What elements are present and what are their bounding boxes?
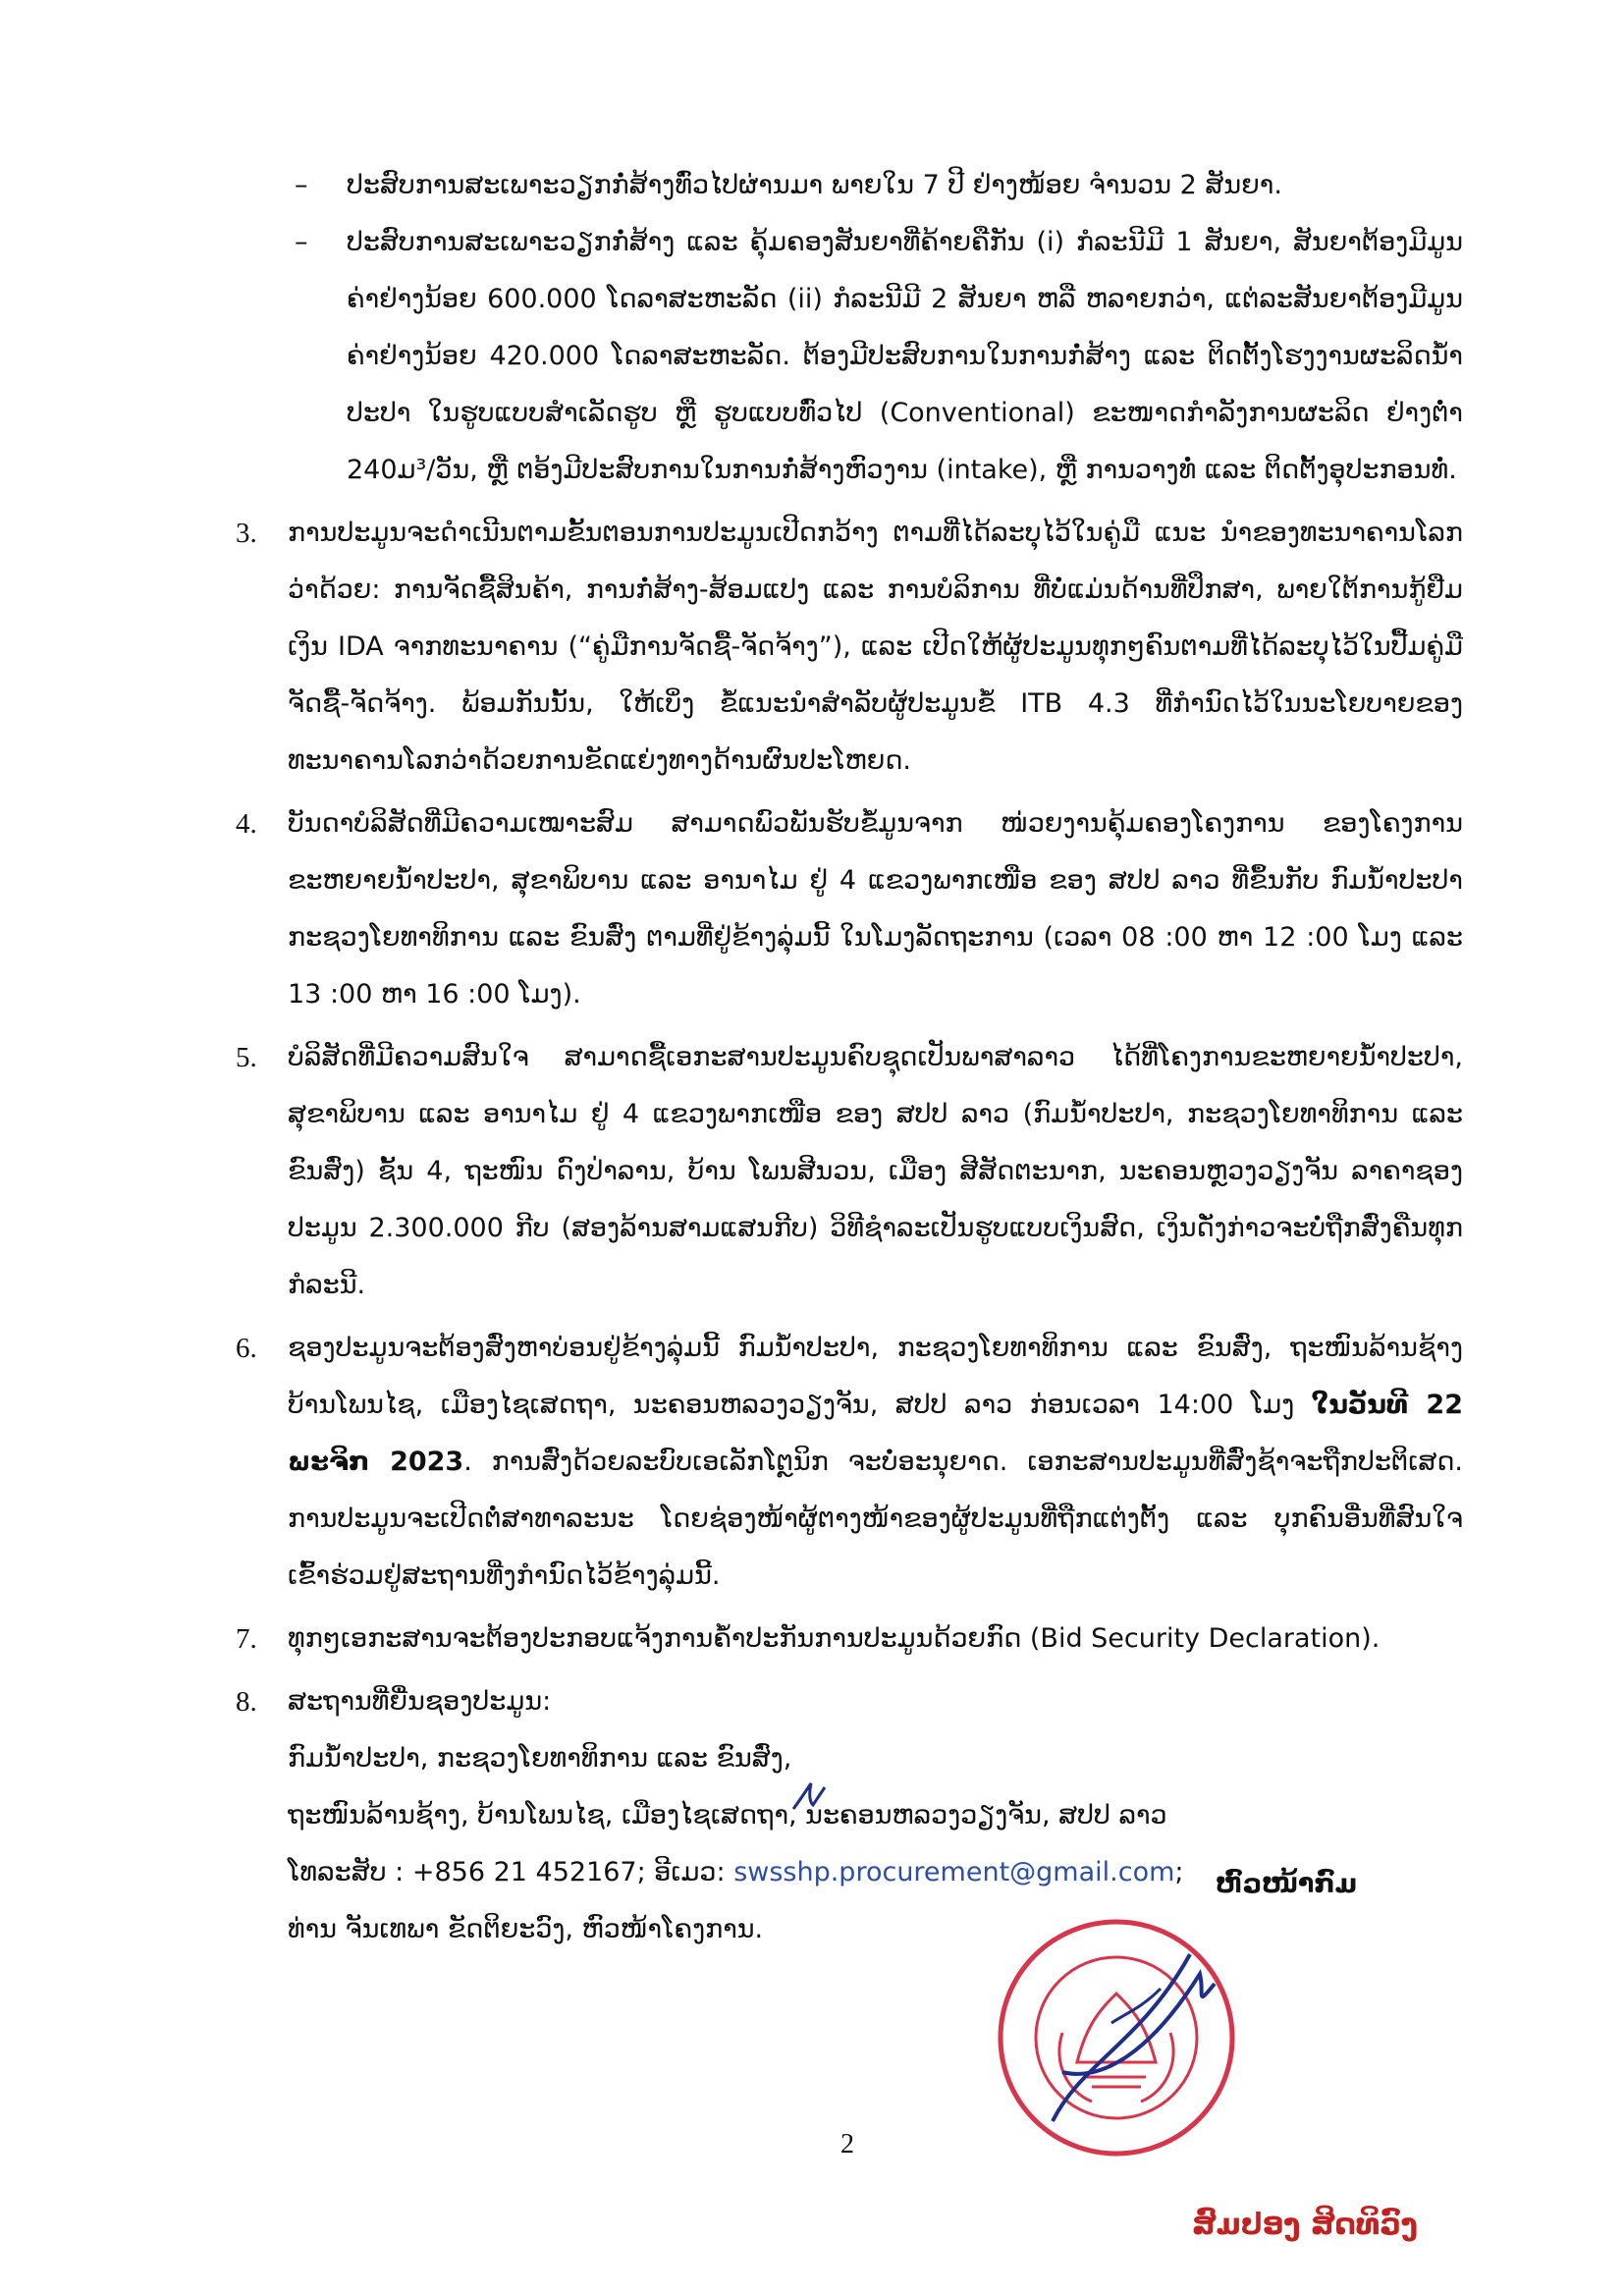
dash-bullet: – bbox=[295, 227, 308, 257]
item-text: ບໍລິສັດທີ່ມີຄວາມສົນໃຈ ສາມາດຊື້ເອກະສານປະມູນຄົບຊຸດເປັນພາສາລາວ ໄດ້ທີ່ໂຄງການຂະຫຍາຍນ້ຳປະປາ, ສຸຂາພິບານ ແລະ ອານາໄມ ຢູ່ 4 ແຂວງພາກເໜືອ ຂອງ ສປປ ລາວ (ກົມນ້ຳປະປາ, ກະຊວງໂຍທາທິການ ແລະ ຂົນສົ່ງ) ຊັ້ນ 4, ຖະໜົນ ດົງປ່າລານ, ບ້ານ ໂພນສີນວນ, ເມືອງ ສີສັດຕະນາກ, ນະຄອນຫຼວງວຽງຈັນ ລາຄາຊອງປະມູນ 2.300.000 ກີບ (ສອງລ້ານສາມແສນກີບ) ວິທີຊຳລະເປັນຮູບແບບເງິນສົດ, ເງິນດັ່ງກ່າວຈະບໍ່ຖືກສົ່ງຄືນທຸກກໍລະນີ. bbox=[288, 1042, 1463, 1300]
numbered-item-7 bbox=[236, 1611, 1463, 1667]
phone-label: ໂທລະສັບ : bbox=[288, 1857, 412, 1887]
address-line-2: ຖະໜົນລ້ານຊ້າງ, ບ້ານໂພນໄຊ, ເມືອງໄຊເສດຖາ, ນະຄອນຫລວງວຽງຈັນ, ສປປ ລາວ bbox=[288, 1800, 1167, 1831]
numbered-item-8 bbox=[236, 1673, 1463, 1958]
requirement-text: ປະສົບການສະເພາະວຽກກໍ່ສ້າງທົ່ວໄປຜ່ານມາ ພາຍໃນ 7 ປີ ຢ່າງໜ້ອຍ ຈຳນວນ 2 ສັນຍາ. bbox=[347, 170, 1282, 200]
numbered-item-6 bbox=[236, 1320, 1463, 1605]
item-number: 4. bbox=[236, 808, 257, 840]
contact-person: ທ່ານ ຈັນເທພາ ຂັດຕິຍະວົງ, ຫົວໜ້າໂຄງການ. bbox=[288, 1914, 764, 1944]
item-text: ສະຖານທີ່ຍື່ນຊອງປະມູນ: bbox=[288, 1686, 552, 1717]
item-number: 6. bbox=[236, 1333, 257, 1364]
numbered-item-3 bbox=[236, 505, 1463, 790]
initial-mark-icon bbox=[789, 1779, 829, 1815]
item-text-continued: . ການສົ່ງດ້ວຍລະບົບເອເລັກໂຕຼນິກ ຈະບໍ່ອະນຸຍາດ. ເອກະສານປະມູນທີ່ສົ່ງຊ້າຈະຖືກປະຕິເສດ. ການປະມູນຈະເປີດຕໍ່ສາທາລະນະ ໂດຍຊ່ອງໜ້າຜູ້ຕາງໜ້າຂອງຜູ້ປະມູນທີ່ຖືກແຕ່ງຕັ້ງ ແລະ ບຸກຄົນອື່ນທີ່ສົນໃຈເຂົ້າຮ່ວມຢູ່ສະຖານທີ່ງກຳນົດໄວ້ຂ້າງລຸ່ມນີ້. bbox=[288, 1447, 1463, 1591]
signatory-name: ສົມປອງ ສິດທິວົງ bbox=[1192, 2208, 1418, 2242]
item-number: 3. bbox=[236, 518, 257, 549]
item-text: ບັນດາບໍລິສັດທີ່ມີຄວາມເໝາະສົມ ສາມາດພົວພັນຮັບຂໍ້ມູນຈາກ ໜ່ວຍງານຄຸ້ມຄອງໂຄງການ ຂອງໂຄງການຂະຫຍາຍນ້ຳປະປາ, ສຸຂາພິບານ ແລະ ອານາໄມ ຢູ່ 4 ແຂວງພາກເໜືອ ຂອງ ສປປ ລາວ ທີ່ຂຶ້ນກັບ ກົມນ້ຳປະປາ ກະຊວງໂຍທາທິການ ແລະ ຂົນສົ່ງ ຕາມທີ່ຢູ່ຂ້າງລຸ່ມນີ້ ໃນໂມງລັດຖະການ (ເວລາ 08 :00 ຫາ 12 :00 ໂມງ ແລະ 13 :00 ຫາ 16 :00 ໂມງ). bbox=[288, 808, 1463, 1010]
official-seal-icon bbox=[994, 1915, 1239, 2160]
email-link[interactable]: swsshp.procurement@gmail.com bbox=[733, 1857, 1175, 1887]
numbered-item-5 bbox=[236, 1029, 1463, 1314]
numbered-item-4 bbox=[236, 795, 1463, 1023]
dash-bullet: – bbox=[295, 170, 308, 200]
email-end: ; bbox=[1174, 1857, 1184, 1887]
signatory-title: ຫົວໜ້າກົມ bbox=[1216, 1869, 1358, 1899]
deadline-date: ໃນວັນທີ 22 ພະຈິກ 2023 bbox=[288, 1390, 1463, 1477]
item-text: ການປະມູນຈະດຳເນີນຕາມຂັ້ນຕອນການປະມູນເປີດກວ້າງ ຕາມທີ່ໄດ້ລະບຸໄວ້ໃນຄູ່ມື ແນະ ນຳຂອງທະນາຄານໂລກວ່າດ້ວຍ: ການຈັດຊື້ສິນຄ້າ, ການກໍ່ສ້າງ-ສ້ອມແປງ ແລະ ການບໍລິການ ທີ່ບໍ່ແມ່ນດ້ານທີ່ປຶກສາ, ພາຍໃຕ້ການກູ້ຢືມເງິນ IDA ຈາກທະນາຄານ (“ຄູ່ມືການຈັດຊື້-ຈັດຈ້າງ”), ແລະ ເປີດໃຫ້ຜູ້ປະມູນທຸກໆຄົນຕາມທີ່ໄດ້ລະບຸໄວ້ໃນປື້ມຄູ່ມືຈັດຊື້-ຈັດຈ້າງ. ພ້ອມກັນນັ້ນ, ໃຫ້ເບິ່ງ ຂໍ້ແນະນຳສຳລັບຜູ້ປະມູນຂໍ້ ITB 4.3 ທີ່ກຳນົດໄວ້ໃນນະໂຍບາຍຂອງທະນາຄານໂລກວ່າດ້ວຍການຂັດແຍ່ງທາງດ້ານຜົນປະໂຫຍດ. bbox=[288, 518, 1463, 776]
requirement-text: ປະສົບການສະເພາະວຽກກໍ່ສ້າງ ແລະ ຄຸ້ມຄອງສັນຍາທີ່ຄ້າຍຄືກັນ (i) ກໍລະນີມີ 1 ສັນຍາ, ສັນຍາຕ້ອງມີມູນຄ່າຢ່າງນ້ອຍ 600.000 ໂດລາສະຫະລັດ (ii) ກໍລະນີມີ 2 ສັນຍາ ຫລື ຫລາຍກວ່າ, ແຕ່ລະສັນຍາຕ້ອງມີມູນຄ່າຢ່າງນ້ອຍ 420.000 ໂດລາສະຫະລັດ. ຕ້ອງມີປະສົບການໃນການກໍ່ສ້າງ ແລະ ຕິດຕັ້ງໂຮງງານຜະລິດນ້ຳປະປາ ໃນຮູບແບບສຳເລັດຮູບ ຫຼື ຮູບແບບທົ່ວໄປ (Conventional) ຂະໜາດກຳລັງການຜະລິດ ຢ່າງຕ່ຳ 240ມ³/ວັນ, ຫຼື ຕອ້ງມີປະສົບການໃນການກໍ່ສ້າງຫົວງານ (intake), ຫຼື ການວາງທໍ່ ແລະ ຕິດຕັ້ງອຸປະກອນທໍ່. bbox=[347, 227, 1463, 485]
item-number: 7. bbox=[236, 1623, 257, 1655]
address-line-1: ກົມນ້ຳປະປາ, ກະຊວງໂຍທາທິການ ແລະ ຂົນສົ່ງ, bbox=[288, 1743, 792, 1774]
document-body bbox=[236, 157, 1463, 1958]
requirement-dash-item bbox=[236, 157, 1463, 214]
phone-number: +856 21 452167 bbox=[411, 1857, 637, 1887]
page-number: 2 bbox=[840, 2129, 854, 2159]
item-text: ທຸກໆເອກະສານຈະຕ້ອງປະກອບແຈ້ງການຄ້ຳປະກັນການປະມູນດ້ວຍກົດ (Bid Security Declaration). bbox=[288, 1623, 1380, 1654]
item-number: 8. bbox=[236, 1686, 257, 1718]
requirement-dash-item bbox=[236, 214, 1463, 499]
item-text: ຊອງປະມູນຈະຕ້ອງສົ່ງຫາບ່ອນຢູ່ຂ້າງລຸ່ມນີ້ ກົມນ້ຳປະປາ, ກະຊວງໂຍທາທິການ ແລະ ຂົນສົ່ງ, ຖະໜົນລ້ານຊ້າງ ບ້ານໂພນໄຊ, ເມືອງໄຊເສດຖາ, ນະຄອນຫລວງວຽງຈັນ, ສປປ ລາວ ກ່ອນເວລາ 14:00 ໂມງ bbox=[288, 1333, 1463, 1420]
item-number: 5. bbox=[236, 1042, 257, 1073]
email-label: ; ອີເມວ: bbox=[636, 1857, 734, 1887]
